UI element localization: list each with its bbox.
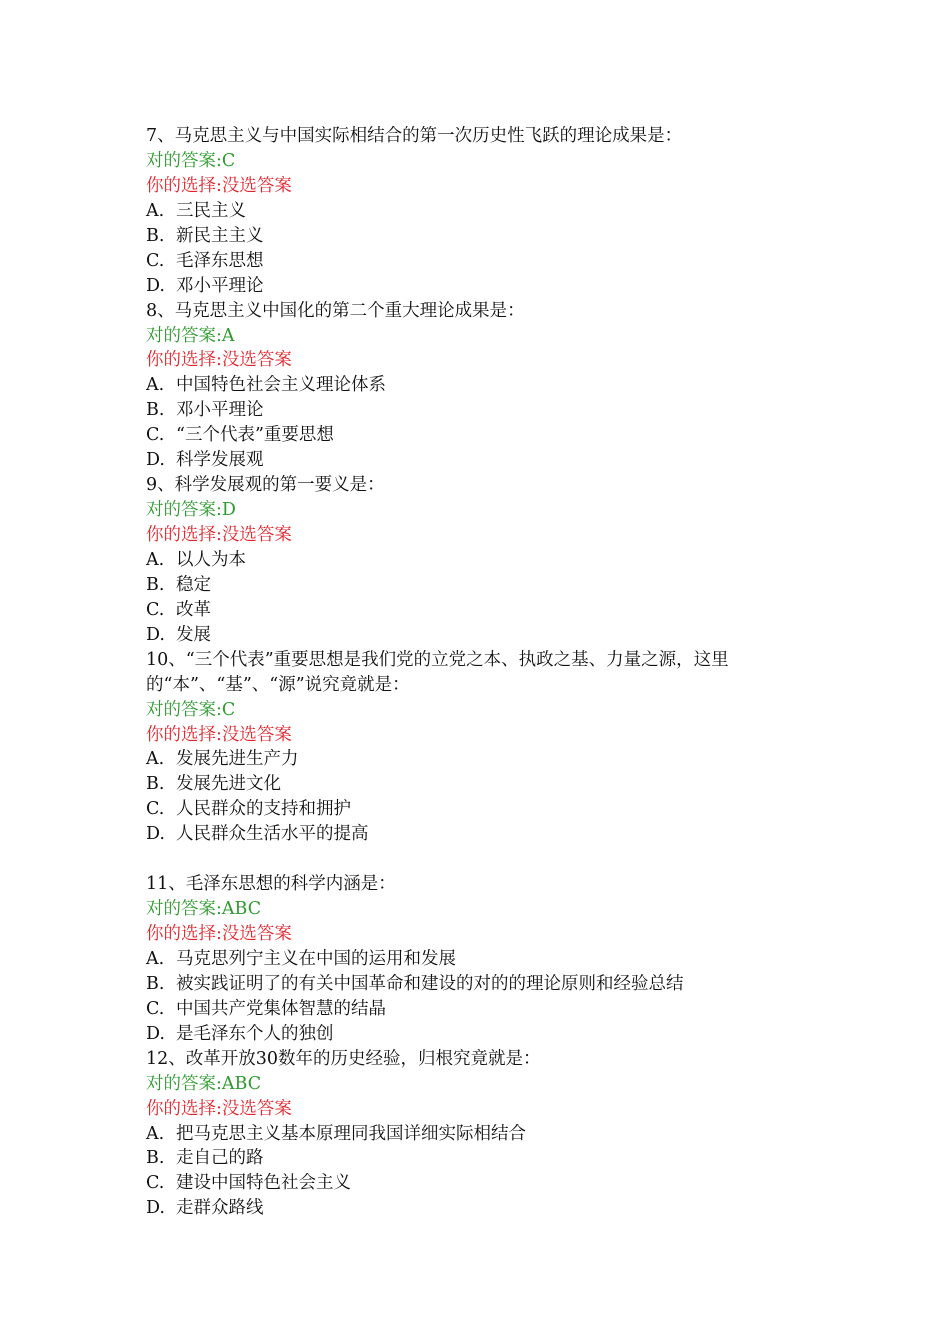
- option-item: [146, 224, 816, 249]
- option-letter: D.: [146, 450, 165, 471]
- your-choice: 你的选择:没选答案: [146, 175, 292, 196]
- option-item: [146, 598, 816, 623]
- question-text: 的“本”、“基”、“源”说究竟就是：: [146, 674, 410, 695]
- option-text: 以人为本: [176, 549, 246, 570]
- question-block: [146, 1047, 816, 1222]
- option-letter: C.: [146, 1173, 165, 1194]
- option-item: [146, 772, 816, 797]
- question-text: 12、改革开放30数年的历史经验，归根究竟就是：: [146, 1048, 541, 1069]
- option-text: 把马克思主义基本原理同我国详细实际相结合: [176, 1123, 526, 1144]
- option-item: [146, 822, 816, 847]
- option-text: 邓小平理论: [176, 400, 264, 421]
- question-block: [146, 872, 816, 1047]
- your-choice: 你的选择:没选答案: [146, 924, 292, 944]
- option-text: 新民主主义: [176, 225, 264, 246]
- correct-answer: 对的答案:C: [146, 150, 236, 171]
- correct-answer: 对的答案:D: [146, 500, 236, 521]
- option-letter: B.: [146, 774, 165, 795]
- blank-line: [146, 847, 816, 872]
- option-text: 中国共产党集体智慧的结晶: [176, 998, 386, 1019]
- option-item: [146, 1146, 816, 1171]
- option-text: 发展先进文化: [176, 774, 281, 795]
- option-text: 稳定: [176, 574, 211, 595]
- option-item: [146, 398, 816, 423]
- option-item: [146, 1196, 816, 1221]
- option-letter: A.: [146, 1123, 165, 1144]
- option-item: [146, 1171, 816, 1196]
- option-text: 建设中国特色社会主义: [176, 1173, 351, 1194]
- your-choice: 你的选择:没选答案: [146, 525, 292, 545]
- option-item: [146, 797, 816, 822]
- option-text: 被实践证明了的有关中国革命和建设的对的的理论原则和经验总结: [176, 973, 684, 994]
- question-text: 9、科学发展观的第一要义是：: [146, 475, 385, 496]
- question-text: 10、“三个代表”重要思想是我们党的立党之本、执政之基、力量之源，这里: [146, 649, 729, 670]
- option-text: 科学发展观: [176, 450, 264, 471]
- correct-answer: 对的答案:A: [146, 325, 235, 346]
- option-letter: B.: [146, 1148, 165, 1169]
- question-text: 7、马克思主义与中国实际相结合的第一次历史性飞跃的理论成果是：: [146, 126, 683, 146]
- option-text: “三个代表”重要思想: [176, 425, 334, 446]
- option-text: 人民群众生活水平的提高: [176, 824, 369, 845]
- option-letter: C.: [146, 998, 165, 1019]
- option-item: [146, 1122, 816, 1147]
- your-choice: 你的选择:没选答案: [146, 350, 292, 371]
- option-text: 走自己的路: [176, 1148, 264, 1169]
- option-letter: B.: [146, 225, 165, 246]
- option-text: 毛泽东思想: [176, 250, 264, 271]
- option-item: [146, 997, 816, 1022]
- option-letter: C.: [146, 599, 165, 620]
- option-text: 走群众路线: [176, 1198, 264, 1219]
- option-text: 三民主义: [176, 200, 246, 221]
- option-letter: D.: [146, 275, 165, 296]
- option-item: [146, 199, 816, 224]
- option-item: [146, 423, 816, 448]
- question-block: [146, 124, 816, 299]
- option-letter: B.: [146, 574, 165, 595]
- your-choice: 你的选择:没选答案: [146, 724, 292, 745]
- option-item: [146, 947, 816, 972]
- option-item: [146, 548, 816, 573]
- option-text: 发展先进生产力: [176, 749, 299, 770]
- option-item: [146, 274, 816, 299]
- option-text: 人民群众的支持和拥护: [176, 799, 351, 820]
- option-item: [146, 249, 816, 274]
- option-letter: A.: [146, 375, 165, 396]
- option-text: 发展: [176, 624, 211, 645]
- your-choice: 你的选择:没选答案: [146, 1098, 292, 1119]
- option-item: [146, 373, 816, 398]
- option-letter: D.: [146, 824, 165, 845]
- option-letter: D.: [146, 624, 165, 645]
- option-letter: A.: [146, 749, 165, 770]
- correct-answer: 对的答案:ABC: [146, 899, 262, 920]
- question-list: [146, 124, 816, 1221]
- option-text: 邓小平理论: [176, 275, 264, 296]
- option-item: [146, 747, 816, 772]
- option-text: 是毛泽东个人的独创: [176, 1023, 334, 1044]
- correct-answer: 对的答案:ABC: [146, 1073, 262, 1094]
- question-text: 11、毛泽东思想的科学内涵是：: [146, 874, 396, 895]
- option-text: 马克思列宁主义在中国的运用和发展: [176, 948, 456, 969]
- option-letter: A.: [146, 948, 165, 969]
- correct-answer: 对的答案:C: [146, 699, 236, 720]
- question-block: [146, 299, 816, 474]
- option-letter: C.: [146, 425, 165, 446]
- question-block: [146, 648, 816, 848]
- option-item: [146, 573, 816, 598]
- option-item: [146, 1022, 816, 1047]
- option-letter: B.: [146, 400, 165, 421]
- option-letter: C.: [146, 799, 165, 820]
- option-letter: B.: [146, 973, 165, 994]
- option-text: 中国特色社会主义理论体系: [176, 375, 386, 396]
- option-letter: D.: [146, 1198, 165, 1219]
- question-text: 8、马克思主义中国化的第二个重大理论成果是：: [146, 300, 525, 321]
- option-letter: D.: [146, 1023, 165, 1044]
- option-letter: C.: [146, 250, 165, 271]
- question-block: [146, 473, 816, 648]
- option-letter: A.: [146, 549, 165, 570]
- option-text: 改革: [176, 599, 211, 620]
- option-letter: A.: [146, 200, 165, 221]
- option-item: [146, 448, 816, 473]
- option-item: [146, 972, 816, 997]
- option-item: [146, 623, 816, 648]
